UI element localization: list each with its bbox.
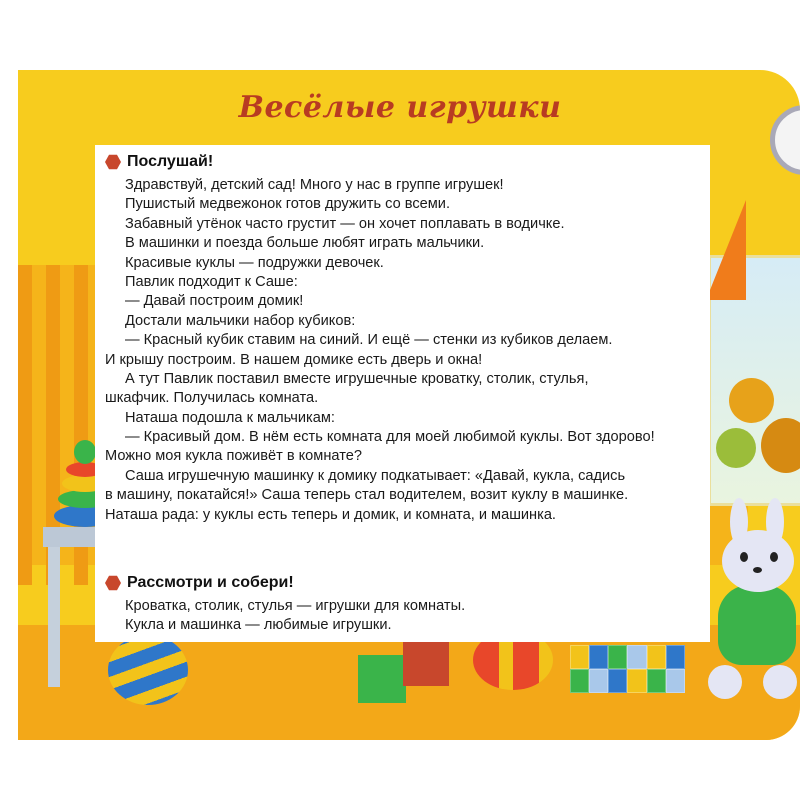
- text-line: Кукла и машинка — любимые игрушки.: [125, 617, 392, 634]
- text-line: — Давай построим домик!: [125, 293, 304, 310]
- text-line: Павлик подходит к Саше:: [125, 273, 298, 290]
- text-line: А тут Павлик поставил вместе игрушечные кроватку, столик, стулья,: [125, 370, 589, 387]
- text-line: — Красный кубик ставим на синий. И ещё — стенки из кубиков делаем.: [125, 332, 613, 349]
- curtain: [706, 200, 746, 300]
- table-leg: [48, 547, 60, 687]
- text-line: Пушистый медвежонок готов дружить со всеми.: [125, 196, 451, 213]
- text-line: Красивые куклы — подружки девочек.: [125, 254, 384, 271]
- ball-icon: [108, 635, 188, 705]
- hexagon-bullet-icon: [105, 154, 121, 170]
- text-line: Здравствуй, детский сад! Много у нас в группе игрушек!: [125, 177, 504, 193]
- text-line: И крышу построим. В нашем домике есть дверь и окна!: [105, 351, 483, 368]
- cube-icon: [358, 655, 406, 703]
- text-line: В машинки и поезда больше любят играть мальчики.: [125, 235, 485, 252]
- text-line: Забавный утёнок часто грустит — он хочет поплавать в водичке.: [125, 215, 565, 232]
- text-line: Можно моя кукла поживёт в комнате?: [105, 448, 362, 465]
- text-line: Наташа подошла к мальчикам:: [125, 409, 335, 426]
- page-title: Весёлые игрушки: [238, 90, 562, 125]
- text-line: Саша игрушечную машинку к домику подкатывает: «Давай, кукла, садись: [125, 467, 626, 484]
- section-heading-listen: [105, 153, 213, 171]
- text-line: шкафчик. Получилась комната.: [105, 390, 319, 407]
- wall-stripe: [18, 265, 32, 585]
- section-heading-label: Послушай!: [127, 153, 214, 170]
- mosaic-toy: [570, 645, 685, 693]
- text-line: Достали мальчики набор кубиков:: [125, 312, 356, 329]
- hexagon-bullet-icon: [105, 575, 121, 591]
- task-text: [95, 597, 705, 636]
- text-line: — Красивый дом. В нём есть комната для моей любимой куклы. Вот здорово!: [125, 429, 655, 446]
- story-text: [95, 176, 705, 525]
- section-heading-look: [105, 574, 294, 592]
- text-line: Наташа рада: у куклы есть теперь и домик, и комната, и машинка.: [105, 506, 556, 523]
- section-heading-label: Рассмотри и собери!: [127, 574, 294, 591]
- cube-icon: [403, 640, 449, 686]
- text-card: [95, 145, 710, 642]
- text-line: в машину, покатайся!» Саша теперь стал водителем, возит куклу в машинке.: [105, 487, 629, 504]
- text-line: Кроватка, столик, стулья — игрушки для комнаты.: [125, 598, 466, 614]
